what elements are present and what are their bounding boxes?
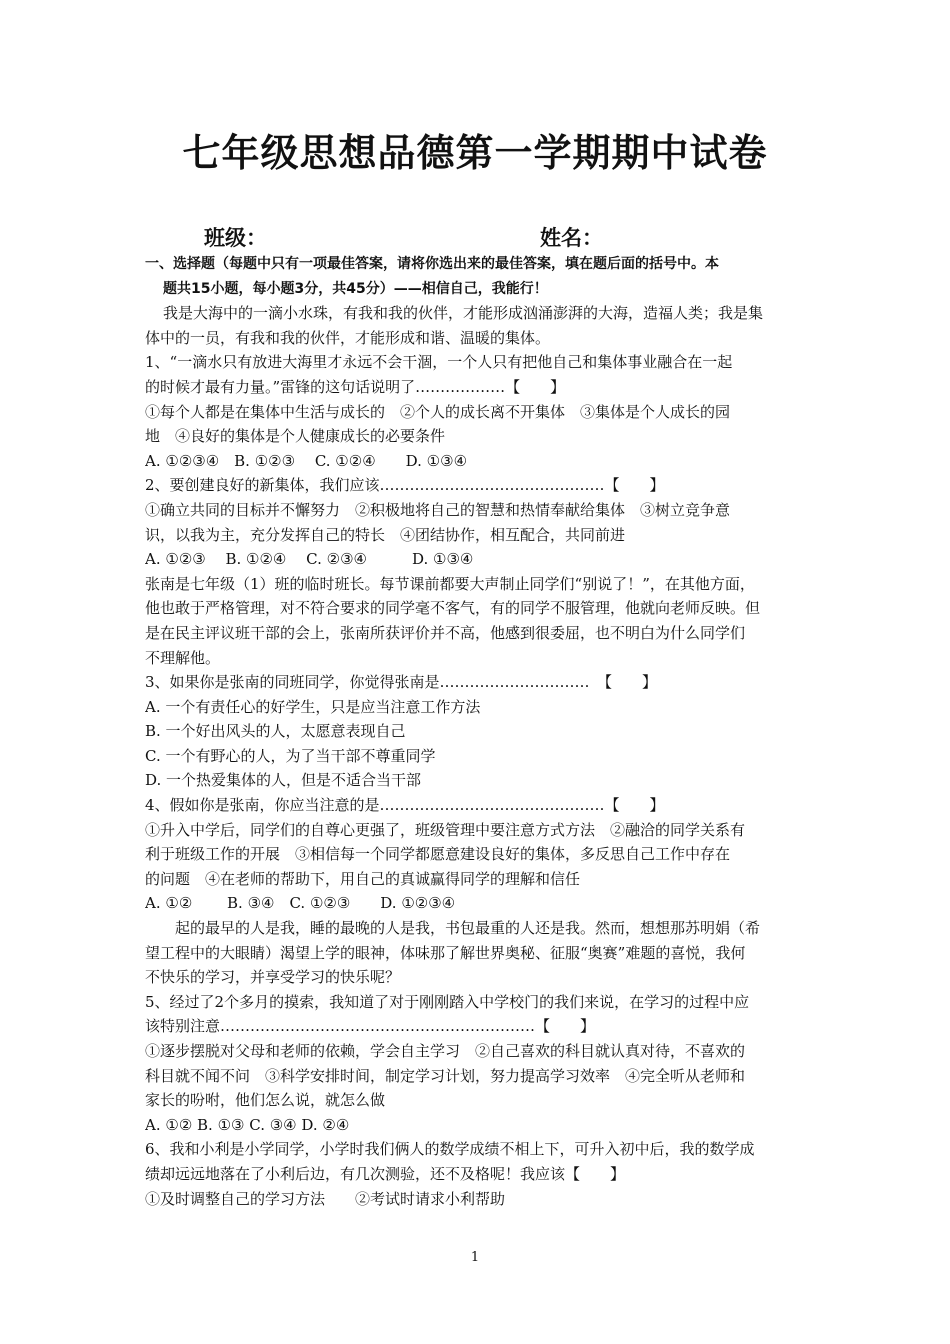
text-line: 该特别注意………………………………………………………【 】 [145,1017,596,1036]
text-line: ①逐步摆脱对父母和老师的依赖，学会自主学习 ②自己喜欢的科目就认真对待，不喜欢的 [145,1042,746,1060]
text-line: 地 ④良好的集体是个人健康成长的必要条件 [145,427,446,446]
student-info [0,222,950,254]
text-line: 一、选择题（每题中只有一项最佳答案，请将你选出来的最佳答案，填在题后面的括号中。本 [145,256,719,272]
text-line: 科目就不闻不问 ③科学安排时间，制定学习计划，努力提高学习效率 ④完全听从老师和 [145,1066,746,1085]
text-line: B. 一个好出风头的人，太愿意表现自己 [145,722,406,741]
text-line: 3、如果你是张南的同班同学，你觉得张南是………………………… 【 】 [145,673,658,692]
text-line: 家长的吩咐，他们怎么说，就怎么做 [145,1091,386,1110]
text-line: 起的最早的人是我，睡的最晚的人是我，书包最重的人还是我。然而，想想那苏明娟（希 [175,919,761,938]
text-line: 5、经过了2个多月的摸索，我知道了对于刚刚踏入中学校门的我们来说，在学习的过程中应 [145,992,750,1011]
page-number: 1 [470,1250,480,1265]
class-field-label: 班级： [204,226,267,250]
text-line: ①升入中学后，同学们的自尊心更强了，班级管理中要注意方式方法 ②融洽的同学关系有 [145,820,746,839]
text-line: 我是大海中的一滴小水珠，有我和我的伙伴，才能形成汹涌澎湃的大海，造福人类；我是集 [163,304,764,323]
text-line: 不理解他。 [145,648,221,667]
text-line: A. ①② B. ③④ C. ①②③ D. ①②③④ [145,894,456,913]
text-line: 2、要创建良好的新集体，我们应该………………………………………【 】 [145,476,665,495]
page-title: 七年级思想品德第一学期期中试卷 [182,131,768,175]
text-line: 不快乐的学习，并享受学习的快乐呢？ [145,968,401,987]
text-line: 的时候才最有力量。”雷锋的这句话说明了………………【 】 [145,377,566,396]
text-line: 4、假如你是张南，你应当注意的是………………………………………【 】 [145,796,665,815]
text-line: D. 一个热爱集体的人，但是不适合当干部 [145,771,422,790]
text-line: 1、“一滴水只有放进大海里才永远不会干涸，一个人只有把他自己和集体事业融合在一起 [145,353,733,372]
text-line: A. 一个有责任心的好学生，只是应当注意工作方法 [145,697,481,716]
text-line: ①确立共同的目标并不懈努力 ②积极地将自己的智慧和热情奉献给集体 ③树立竞争意 [145,500,731,519]
text-line: A. ①②③ B. ①②④ C. ②③④ D. ①③④ [145,550,474,569]
text-line: 望工程中的大眼睛）渴望上学的眼神，体味那了解世界奥秘、征服“奥赛”难题的喜悦，我何 [145,943,746,962]
name-field-label: 姓名： [540,226,603,250]
text-line: 他也敢于严格管理，对不符合要求的同学毫不客气，有的同学不服管理，他就向老师反映。但 [145,599,761,618]
text-line: A. ①② B. ①③ C. ③④ D. ②④ [145,1115,350,1134]
text-line: 张南是七年级（1）班的临时班长。每节课前都要大声制止同学们“别说了！”，在其他方面， [145,574,755,593]
text-line: 体中的一员，有我和我的伙伴，才能形成和谐、温暖的集体。 [145,328,551,347]
text-line: C. 一个有野心的人，为了当干部不尊重同学 [145,746,436,765]
text-line: 的问题 ④在老师的帮助下，用自己的真诚赢得同学的理解和信任 [145,869,581,888]
text-line: 是在民主评议班干部的会上，张南所获评价并不高，他感到很委屈，也不明白为什么同学们 [145,623,746,642]
text-line: 6、我和小利是小学同学，小学时我们俩人的数学成绩不相上下，可升入初中后，我的数学成 [145,1140,755,1159]
text-line: A. ①②③④ B. ①②③ C. ①②④ D. ①③④ [145,451,468,470]
text-line: 利于班级工作的开展 ③相信每一个同学都愿意建设良好的集体，多反思自己工作中存在 [145,845,731,864]
text-line: ①及时调整自己的学习方法 ②考试时请求小利帮助 [145,1189,506,1208]
text-line: 绩却远远地落在了小利后边，有几次测验，还不及格呢！我应该【 】 [145,1164,626,1183]
text-line: 识，以我为主，充分发挥自己的特长 ④团结协作，相互配合，共同前进 [145,525,626,544]
text-line: ①每个人都是在集体中生活与成长的 ②个人的成长离不开集体 ③集体是个人成长的园 [145,402,731,421]
exam-body [145,252,809,1211]
text-line: 题共15小题，每小题3分，共45分）——相信自己，我能行！ [163,280,548,297]
